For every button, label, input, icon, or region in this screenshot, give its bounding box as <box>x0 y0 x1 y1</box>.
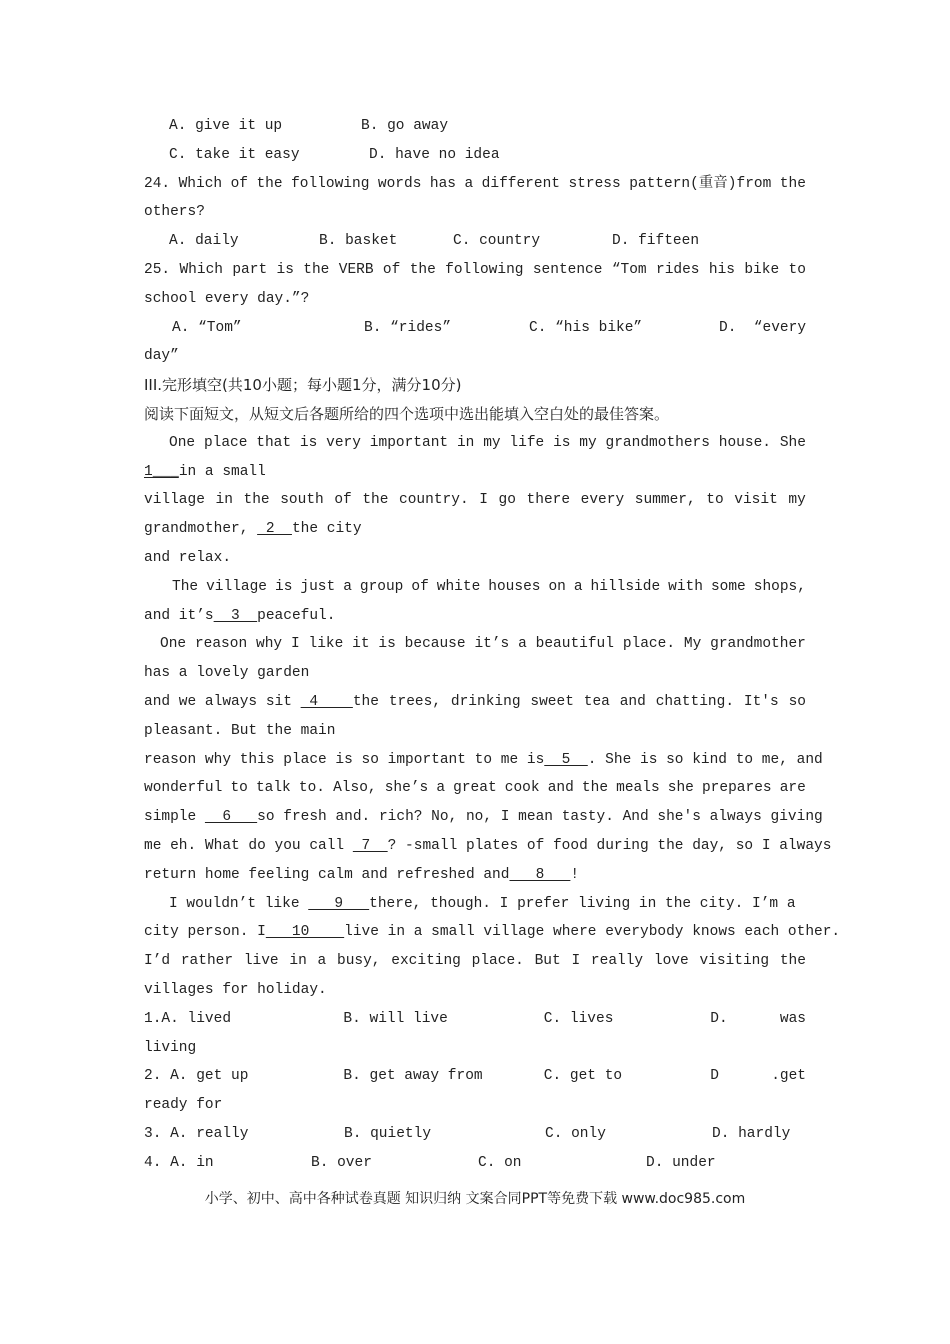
passage-p2-line-1: The village is just a group of white houses on a hillside with some shops, <box>172 578 806 595</box>
q23-options-row-2 <box>144 141 806 170</box>
passage-p1-line-4: grandmother, 2 the city <box>144 521 362 538</box>
passage-p3-line-3: and we always sit 4 the trees, drinking sweet tea and chatting. It's so <box>144 693 806 710</box>
answer-row-1 <box>144 1005 806 1034</box>
q23-options-row-1 <box>144 112 806 141</box>
blank-4: 4 <box>300 693 353 710</box>
q23-option-a: A. give it up <box>169 118 283 134</box>
passage-p3-line-1: One reason why I like it is because it’s a beautiful place. My grandmother <box>160 636 806 653</box>
answer-2-b: B. get away from <box>343 1068 483 1085</box>
q24-option-a: A. daily <box>169 233 239 250</box>
answer-3-c: C. only <box>545 1125 606 1142</box>
answer-3-a: 3. A. really <box>144 1125 249 1142</box>
q25-options <box>144 314 806 343</box>
passage-p3-line-2: has a lovely garden <box>144 665 310 682</box>
answer-1-b: B. will live <box>343 1010 448 1027</box>
passage-p4-line-1: I wouldn’t like 9 there, though. I prefer living in the city. I’m a <box>169 895 796 912</box>
answer-4-b: B. over <box>311 1154 372 1171</box>
passage-p3-line-8: me eh. What do you call 7 ? -small plates of food during the day, so I always <box>144 837 832 854</box>
blank-10: 10 <box>265 924 345 941</box>
blank-7: 7 <box>352 837 388 854</box>
answer-row-4 <box>144 1149 806 1178</box>
q25-question-line-2: school every day.”? <box>144 290 310 307</box>
blank-2: 2 <box>257 521 292 538</box>
passage-p3-line-4: pleasant. But the main <box>144 722 336 739</box>
section-instructions: 阅读下面短文，从短文后各题所给的四个选项中选出能填入空白处的最佳答案。 <box>144 404 670 423</box>
q25-option-a: A. “Tom” <box>172 319 242 336</box>
answer-2-c: C. get to <box>543 1068 623 1085</box>
answer-row-2-cont: ready for <box>144 1097 223 1114</box>
q23-option-c: C. take it easy <box>169 146 300 163</box>
answer-1-d: D. was <box>710 1010 806 1027</box>
q25-option-d: D. “every <box>719 319 807 336</box>
passage-p1-line-2: 1___in a small <box>144 463 266 480</box>
passage-p3-line-5: reason why this place is so important to me is 5 . She is so kind to me, and <box>144 751 823 768</box>
answer-row-1-cont: living <box>144 1039 197 1056</box>
answer-3-b: B. quietly <box>344 1125 432 1142</box>
exam-page <box>144 112 841 1177</box>
q24-option-c: C. country <box>453 233 541 250</box>
answer-row-2 <box>144 1062 806 1091</box>
passage-p4-line-2: city person. I 10 live in a small village where everybody knows each other. <box>144 924 841 941</box>
page-footer: 小学、初中、高中各种试卷真题 知识归纳 文案合同PPT等免费下载 www.doc985.com <box>204 1191 746 1207</box>
blank-5: 5 <box>544 751 588 768</box>
passage-p4-line-4: villages for holiday. <box>144 981 327 998</box>
q24-question-line-1: 24. Which of the following words has a different stress pattern(重音)from the <box>144 175 806 192</box>
answer-2-a: 2. A. get up <box>144 1068 249 1085</box>
q25-option-b: B. “rides” <box>364 319 452 336</box>
blank-6: 6 <box>204 809 258 826</box>
q25-options-line-2: day” <box>144 348 179 365</box>
answer-1-a: 1.A. lived <box>144 1010 232 1027</box>
passage-p4-line-3: I’d rather live in a busy, exciting place. But I really love visiting the <box>144 953 806 970</box>
blank-3: 3 <box>213 607 258 624</box>
q24-option-b: B. basket <box>319 233 398 250</box>
q24-options <box>144 227 806 256</box>
q23-option-b: B. go away <box>361 118 449 134</box>
q24-question-line-2: others? <box>144 204 205 221</box>
passage-p3-line-6: wonderful to talk to. Also, she’s a great cook and the meals she prepares are <box>144 780 806 797</box>
passage-p1-line-5: and relax. <box>144 549 232 566</box>
q24-option-d: D. fifteen <box>612 233 700 250</box>
passage-p1-line-1: One place that is very important in my life is my grandmothers house. She <box>169 434 806 451</box>
blank-9: 9 <box>308 895 370 912</box>
answer-2-d: D .get <box>710 1068 806 1085</box>
answer-4-a: 4. A. in <box>144 1154 214 1171</box>
q23-option-d: D. have no idea <box>369 146 500 163</box>
blank-1: 1___ <box>144 463 179 480</box>
section-title: III.完形填空(共10小题；每小题1分，满分10分) <box>144 376 462 395</box>
answer-row-3 <box>144 1120 806 1149</box>
answer-4-d: D. under <box>646 1154 716 1171</box>
answer-3-d: D. hardly <box>712 1125 791 1142</box>
blank-8: 8 <box>509 866 571 883</box>
passage-p3-line-7: simple 6 so fresh and. rich? No, no, I mean tasty. And she's always giving <box>144 809 823 826</box>
passage-p3-line-9: return home feeling calm and refreshed and 8 ! <box>144 866 580 883</box>
q25-question-line-1: 25. Which part is the VERB of the following sentence “Tom rides his bike to <box>144 261 806 278</box>
passage-p2-line-2: and it’s 3 peaceful. <box>144 607 336 624</box>
answer-4-c: C. on <box>478 1154 522 1171</box>
q25-option-c: C. “his bike” <box>529 319 643 336</box>
answer-1-c: C. lives <box>543 1010 614 1027</box>
passage-p1-line-3: village in the south of the country. I go there every summer, to visit my <box>144 492 806 509</box>
